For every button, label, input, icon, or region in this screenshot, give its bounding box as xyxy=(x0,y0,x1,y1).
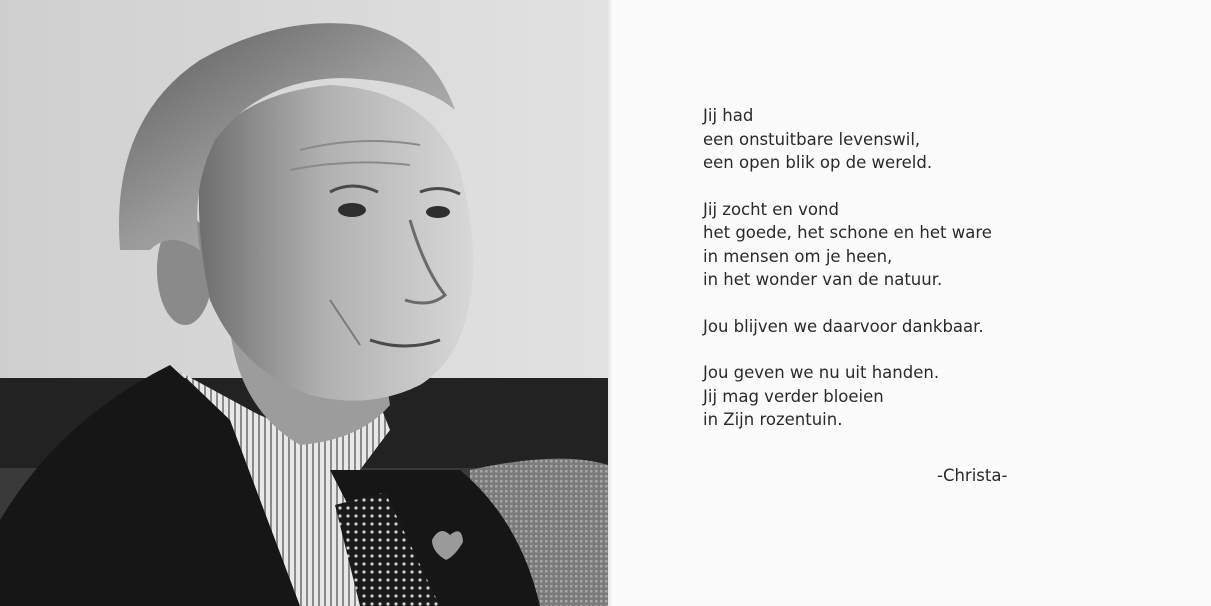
poem-line: Jij zocht en vond xyxy=(703,199,839,219)
poem-panel xyxy=(612,0,1211,606)
poem-stanza-3 xyxy=(703,315,992,339)
poem-line: het goede, het schone en het ware xyxy=(703,223,992,242)
poem-signature: -Christa- xyxy=(937,466,1008,485)
poem-line: een onstuitbare levenswil, xyxy=(703,129,921,149)
poem-line: Jij had xyxy=(703,106,754,125)
poem-line: Jou blijven we daarvoor dankbaar. xyxy=(703,316,984,336)
poem-line: Jij mag verder bloeien xyxy=(703,386,884,406)
poem-stanza-1 xyxy=(703,104,992,175)
poem-stanza-2 xyxy=(703,198,992,292)
poem-line: een open blik op de wereld. xyxy=(703,153,933,172)
poem-stanza-4 xyxy=(703,361,992,432)
poem-line: in mensen om je heen, xyxy=(703,246,893,266)
poem-line: Jou geven we nu uit handen. xyxy=(703,363,940,382)
poem-line: in Zijn rozentuin. xyxy=(703,410,843,429)
poem-line: in het wonder van de natuur. xyxy=(703,270,943,289)
poem xyxy=(703,104,992,455)
